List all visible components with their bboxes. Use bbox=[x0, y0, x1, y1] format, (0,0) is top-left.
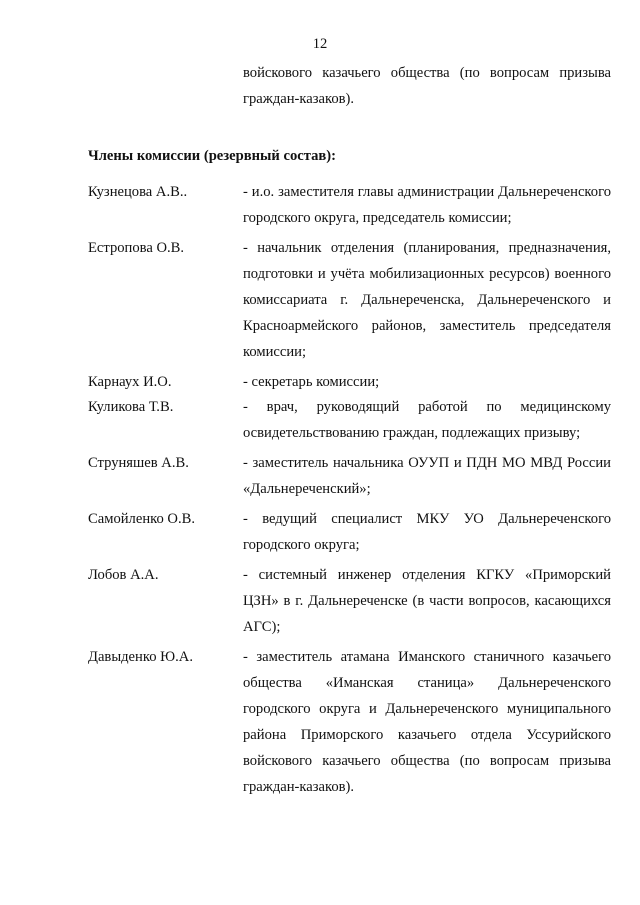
member-name: Самойленко О.В. bbox=[88, 511, 195, 527]
member-row bbox=[88, 394, 611, 446]
member-role: - заместитель начальника ОУУП и ПДН МО МВД России «Дальнереченский»; bbox=[243, 455, 611, 497]
continuation-text: войскового казачьего общества (по вопросам призыва граждан-казаков). bbox=[243, 65, 611, 107]
member-row bbox=[88, 179, 611, 231]
member-role: - врач, руководящий работой по медицинскому освидетельствованию граждан, подлежащих призыву; bbox=[243, 399, 611, 441]
member-role: - системный инженер отделения КГКУ «Приморский ЦЗН» в г. Дальнереченске (в части вопросов, касающихся АГС); bbox=[243, 567, 611, 635]
member-role: - секретарь комиссии; bbox=[243, 374, 380, 390]
member-name: Струняшев А.В. bbox=[88, 455, 189, 471]
members-list bbox=[88, 179, 611, 804]
member-row bbox=[88, 562, 611, 640]
member-row bbox=[88, 369, 611, 395]
member-name: Давыденко Ю.А. bbox=[88, 649, 193, 665]
member-role: - и.о. заместителя главы администрации Дальнереченского городского округа, председатель комиссии; bbox=[243, 184, 611, 226]
section-heading: Члены комиссии (резервный состав): bbox=[88, 148, 336, 164]
member-role: - ведущий специалист МКУ УО Дальнереченского городского округа; bbox=[243, 511, 611, 553]
member-name: Карнаух И.О. bbox=[88, 374, 172, 390]
member-row bbox=[88, 235, 611, 365]
member-name: Кузнецова А.В.. bbox=[88, 184, 188, 200]
member-name: Естропова О.В. bbox=[88, 240, 185, 256]
member-role: - заместитель атамана Иманского станичного казачьего общества «Иманская станица» Дальнереченского городского округа и Дальнереченского муниципального района Приморского казачьего отдела Уссурийского войскового казачьего общества (по вопросам призыва граждан-казаков). bbox=[243, 649, 611, 795]
member-row bbox=[88, 644, 611, 800]
member-role: - начальник отделения (планирования, предназначения, подготовки и учёта мобилизационных ресурсов) военного комиссариата г. Дальнереченска, Дальнереченского и Красноармейского районов, заместитель председателя комиссии; bbox=[243, 240, 611, 360]
member-name: Куликова Т.В. bbox=[88, 399, 174, 415]
page-number: 12 bbox=[312, 36, 328, 52]
member-name: Лобов А.А. bbox=[88, 567, 159, 583]
member-row bbox=[88, 450, 611, 502]
member-row bbox=[88, 506, 611, 558]
